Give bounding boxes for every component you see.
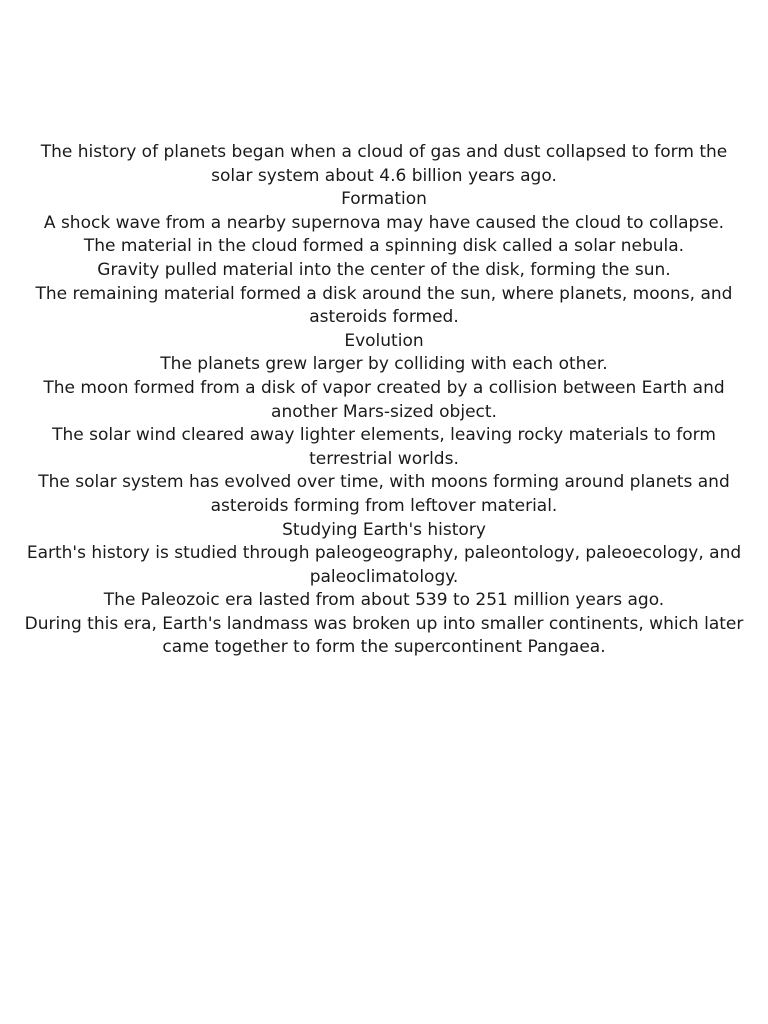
history-line-2: The Paleozoic era lasted from about 539 to 251 million years ago. xyxy=(103,590,665,611)
heading-evolution: Evolution xyxy=(344,330,424,351)
history-line-1: Earth's history is studied through paleogeography, paleontology, paleoecology, and paleoclimatology. xyxy=(26,543,742,587)
heading-formation: Formation xyxy=(341,189,427,210)
evolution-line-3: The solar wind cleared away lighter elements, leaving rocky materials to form terrestrial worlds. xyxy=(52,425,716,469)
intro-paragraph: The history of planets began when a cloud of gas and dust collapsed to form the solar system about 4.6 billion years ago. xyxy=(40,142,728,186)
formation-line-3: Gravity pulled material into the center of the disk, forming the sun. xyxy=(97,259,671,280)
document-body xyxy=(22,141,746,660)
evolution-line-4: The solar system has evolved over time, with moons forming around planets and asteroids forming from leftover material. xyxy=(38,472,730,516)
evolution-line-2: The moon formed from a disk of vapor created by a collision between Earth and another Mars-sized object. xyxy=(43,377,725,422)
heading-studying-earths-history: Studying Earth's history xyxy=(282,519,486,540)
formation-line-2: The material in the cloud formed a spinning disk called a solar nebula. xyxy=(83,236,685,257)
history-line-3: During this era, Earth's landmass was broken up into smaller continents, which later came together to form the supercontinent Pangaea. xyxy=(24,613,744,658)
formation-line-1: A shock wave from a nearby supernova may have caused the cloud to collapse. xyxy=(43,212,725,233)
evolution-line-1: The planets grew larger by colliding with each other. xyxy=(160,354,608,375)
formation-line-4: The remaining material formed a disk around the sun, where planets, moons, and asteroids formed. xyxy=(35,283,733,328)
